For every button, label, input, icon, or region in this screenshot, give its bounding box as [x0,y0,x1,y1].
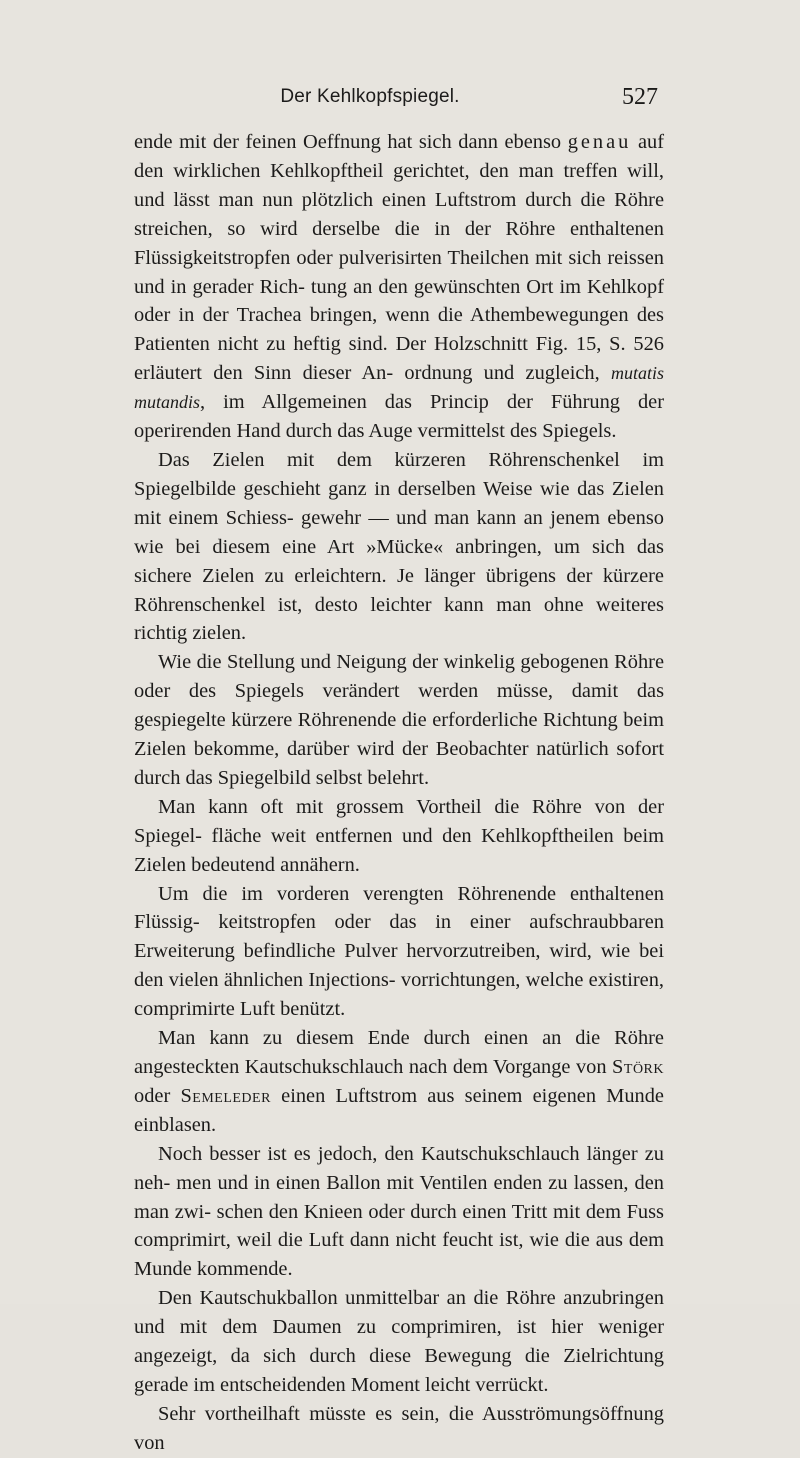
text-span: auf den wirklichen Kehlkopftheil gerichtet, den man treffen will, und lässt man nun plötzlich einen Luftstrom durch die Röhre streichen, so wird derselbe die in der Röhre enthaltenen Flüssigkeitstropfen oder pulverisirten Theilchen mit sich reissen und in gerader Rich- tung an den gewünschten Ort im Kehlkopf oder in der Trachea bringen, wenn die Athembewegungen des Patienten nicht zu heftig sind. Der Holzschnitt Fig. 15, S. 526 erläutert den Sinn dieser An- ordnung und zugleich, [134,131,664,385]
paragraph [134,446,664,648]
text-span: Wie die Stellung und Neigung der winkelig gebogenen Röhre oder des Spiegels verändert werden müsse, damit das gespiegelte kürzere Röhrenende die erforderliche Richtung beim Zielen bekomme, darüber wird der Beobachter natürlich sofort durch das Spiegelbild selbst belehrt. [134,651,664,789]
paragraph [134,1284,664,1400]
latin-phrase: mutatis mutandis [134,363,664,413]
text-span: einen Luftstrom aus seinem eigenen Munde einblasen. [134,1084,664,1136]
text-span: , im Allgemeinen das Princip der Führung der operirenden Hand durch das Auge vermittelst des Spiegels. [134,391,664,443]
paragraph [134,1140,664,1285]
paragraph [134,1024,664,1140]
text-span: Man kann oft mit grossem Vortheil die Röhre von der Spiegel- fläche weit entfernen und den Kehlkopftheilen beim Zielen bedeutend annähern. [134,795,664,876]
text-span: Sehr vortheilhaft müsste es sein, die Ausströmungsöffnung von [134,1402,664,1454]
paragraph [134,648,664,793]
page-number: 527 [622,84,658,110]
text-span: Noch besser ist es jedoch, den Kautschukschlauch länger zu neh- men und in einen Ballon mit Ventilen enden zu lassen, den man zwi- schen den Knieen oder durch einen Tritt mit dem Fuss comprimirt, weil die Luft dann nicht feucht ist, wie die aus dem Munde kommende. [134,1142,664,1281]
paragraph [134,128,664,446]
author-name: Semeleder [180,1084,271,1107]
paragraph [134,793,664,880]
emphasis-spaced: genau [567,131,632,153]
text-span: Um die im vorderen verengten Röhrenende enthaltenen Flüssig- keitstropfen oder das in einer aufschraubbaren Erweiterung befindliche Pulver hervorzutreiben, wird, wie bei den vielen ähnlichen Injections- vorrichtungen, welche existiren, comprimirte Luft benützt. [134,882,664,1021]
text-span: Den Kautschukballon unmittelbar an die Röhre anzubringen und mit dem Daumen zu comprimiren, ist hier weniger angezeigt, da sich durch diese Bewegung die Zielrichtung gerade im entscheidenden Moment leicht verrückt. [134,1287,664,1396]
paragraph [134,880,664,1025]
text-span: ende mit der feinen Oeffnung hat sich dann ebenso [134,131,568,153]
text-span: Das Zielen mit dem kürzeren Röhrenschenkel im Spiegelbilde geschieht ganz in derselben Weise wie das Zielen mit einem Schiess- gewehr — und man kann an jenem ebenso wie bei diesem eine Art »Mücke« anbringen, um sich das sichere Zielen zu erleichtern. Je länger übrigens der kürzere Röhrenschenkel ist, desto leichter kann man ohne weiteres richtig zielen. [134,448,664,645]
author-name: Störk [612,1056,664,1078]
text-span: oder [134,1084,181,1107]
running-header [150,86,658,116]
header-title: Der Kehlkopfspiegel. [280,86,460,107]
body-text [134,128,664,1458]
text-span: Man kann zu diesem Ende durch einen an die Röhre angesteckten Kautschukschlauch nach dem Vorgange von [134,1027,664,1078]
paragraph [134,1400,664,1458]
